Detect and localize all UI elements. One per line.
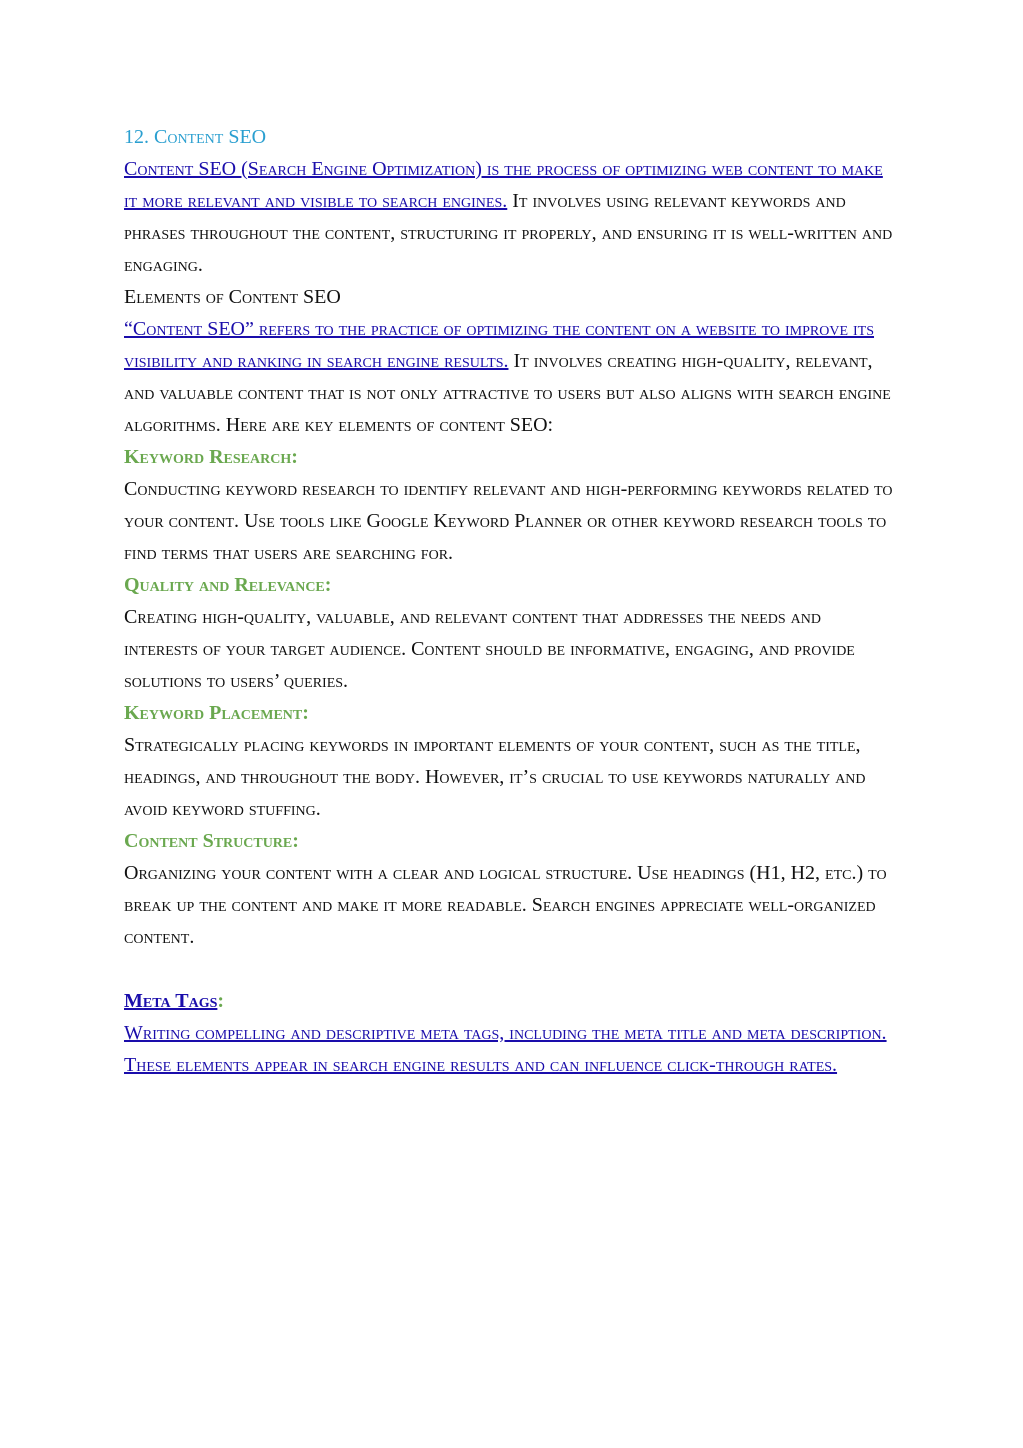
elements-heading: Elements of Content SEO — [124, 286, 341, 308]
subsection-heading-quality-relevance: Quality and Relevance: — [124, 574, 332, 596]
meta-tags-colon: : — [217, 990, 225, 1012]
blank-line — [124, 953, 894, 985]
intro-text: It involves using relevant keywords and phrases throughout the content, structuring it properly, and ensuring it is well-written and engaging. — [124, 190, 893, 276]
intro-paragraph — [124, 153, 894, 281]
subsection-body-keyword-placement: Strategically placing keywords in important elements of your content, such as the title, headings, and throughout the body. However, it’s crucial to use keywords naturally and avoid keyword stuffing. — [124, 734, 866, 820]
meta-tags-body-link[interactable]: Writing compelling and descriptive meta tags, including the meta title and meta description. These elements appear in search engine results and can influence click-through rates. — [124, 1022, 887, 1076]
subsection-heading-keyword-research: Keyword Research: — [124, 446, 298, 468]
meta-tags-link[interactable]: Meta Tags — [124, 990, 218, 1012]
subsection-body-content-structure: Organizing your content with a clear and logical structure. Use headings (H1, H2, etc.) to break up the content and make it more readable. Search engines appreciate well-organized content. — [124, 862, 887, 948]
meta-tags-paragraph — [124, 1017, 894, 1081]
elements-intro-paragraph — [124, 313, 894, 441]
intro-link[interactable]: Content SEO (Search Engine Optimization) is the process of optimizing web content to make it more relevant and visible to search engines. — [124, 158, 883, 212]
elements-intro-link[interactable]: “Content SEO” refers to the practice of optimizing the content on a website to improve its visibility and ranking in search engine results. — [124, 318, 875, 372]
document-page — [124, 121, 894, 1081]
subsection-body-quality-relevance: Creating high-quality, valuable, and relevant content that addresses the needs and interests of your target audience. Content should be informative, engaging, and provide solutions to users’ queries. — [124, 606, 855, 692]
subsection-heading-content-structure: Content Structure: — [124, 830, 299, 852]
meta-tags-heading — [124, 985, 894, 1017]
section-title: 12. Content SEO — [124, 126, 267, 148]
subsection-heading-keyword-placement: Keyword Placement: — [124, 702, 309, 724]
subsection-body-keyword-research: Conducting keyword research to identify relevant and high-performing keywords related to your content. Use tools like Google Keyword Planner or other keyword research tools to find terms that users are searching for. — [124, 478, 893, 564]
elements-intro-text: It involves creating high-quality, relevant, and valuable content that is not only attractive to users but also aligns with search engine algorithms. Here are key elements of content SEO: — [124, 350, 891, 436]
